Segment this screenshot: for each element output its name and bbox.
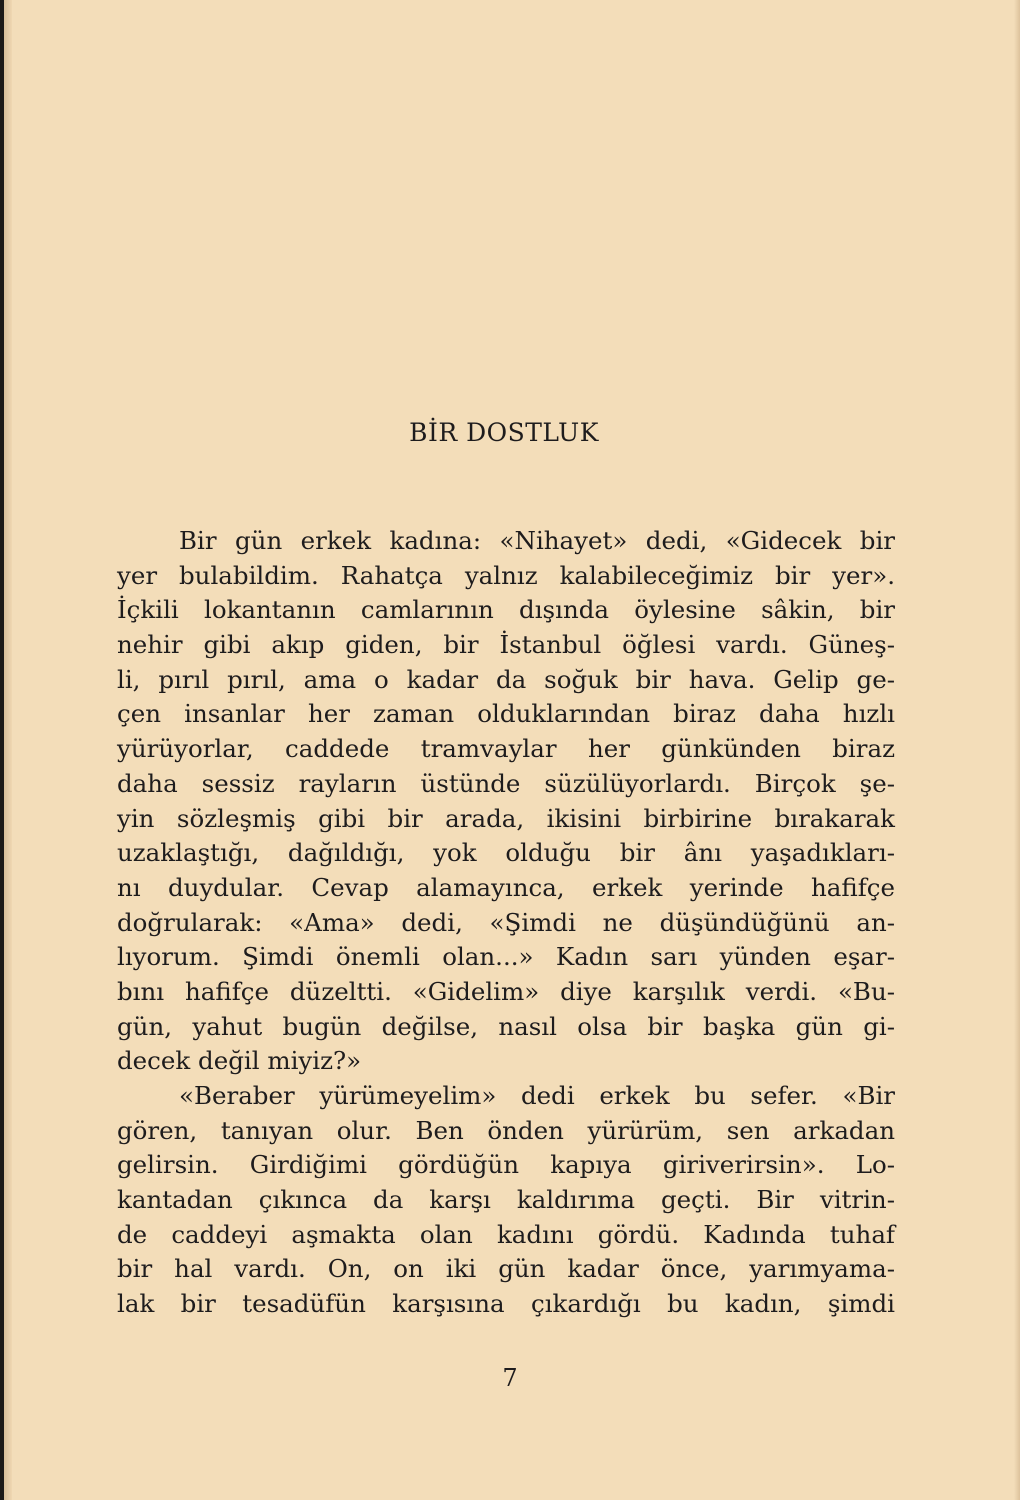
text-line: bını hafifçe düzeltti. «Gidelim» diye karşılık verdi. «Bu- bbox=[117, 976, 895, 1006]
page-number: 7 bbox=[502, 1364, 518, 1392]
page-right-edge bbox=[1014, 0, 1020, 1500]
text-line: yin sözleşmiş gibi bir arada, ikisini birbirine bırakarak bbox=[117, 803, 895, 833]
text-line: lıyorum. Şimdi önemli olan...» Kadın sarı yünden eşar- bbox=[117, 942, 895, 972]
text-line: Bir gün erkek kadına: «Nihayet» dedi, «Gidecek bir bbox=[179, 526, 895, 555]
page-left-edge bbox=[4, 0, 12, 1500]
text-line: uzaklaştığı, dağıldığı, yok olduğu bir ânı yaşadıkları- bbox=[117, 838, 895, 868]
text-line: nehir gibi akıp giden, bir İstanbul öğlesi vardı. Güneş- bbox=[117, 630, 895, 660]
text-line: decek değil miyiz?» bbox=[117, 1046, 362, 1076]
text-line: yürüyorlar, caddede tramvaylar her günkünden biraz bbox=[117, 734, 895, 764]
text-line: gün, yahut bugün değilse, nasıl olsa bir başka gün gi- bbox=[117, 1011, 895, 1041]
text-line: İçkili lokantanın camlarının dışında öylesine sâkin, bir bbox=[117, 595, 895, 625]
book-page bbox=[4, 0, 1020, 1500]
text-line: de caddeyi aşmakta olan kadını gördü. Kadında tuhaf bbox=[117, 1219, 895, 1249]
body-text bbox=[117, 524, 895, 1322]
text-line: nı duydular. Cevap alamayınca, erkek yerinde hafifçe bbox=[117, 872, 895, 902]
text-line: bir hal vardı. On, on iki gün kadar önce, yarımyama- bbox=[117, 1254, 895, 1284]
text-line: yer bulabildim. Rahatça yalnız kalabileceğimiz bir yer». bbox=[117, 560, 895, 590]
text-line: li, pırıl pırıl, ama o kadar da soğuk bir hava. Gelip ge- bbox=[117, 664, 895, 694]
text-line: daha sessiz rayların üstünde süzülüyorlardı. Birçok şe- bbox=[117, 768, 895, 798]
text-line: kantadan çıkınca da karşı kaldırıma geçti. Bir vitrin- bbox=[117, 1185, 895, 1215]
text-line: çen insanlar her zaman olduklarından biraz daha hızlı bbox=[117, 699, 895, 729]
text-line: gelirsin. Girdiğimi gördüğün kapıya giriverirsin». Lo- bbox=[117, 1150, 895, 1180]
text-line: gören, tanıyan olur. Ben önden yürürüm, sen arkadan bbox=[117, 1115, 895, 1145]
chapter-title: BİR DOSTLUK bbox=[409, 418, 599, 447]
text-line: doğrularak: «Ama» dedi, «Şimdi ne düşündüğünü an- bbox=[117, 907, 895, 937]
text-line: «Beraber yürümeyelim» dedi erkek bu sefer. «Bir bbox=[179, 1081, 895, 1110]
text-line: lak bir tesadüfün karşısına çıkardığı bu kadın, şimdi bbox=[117, 1289, 895, 1319]
